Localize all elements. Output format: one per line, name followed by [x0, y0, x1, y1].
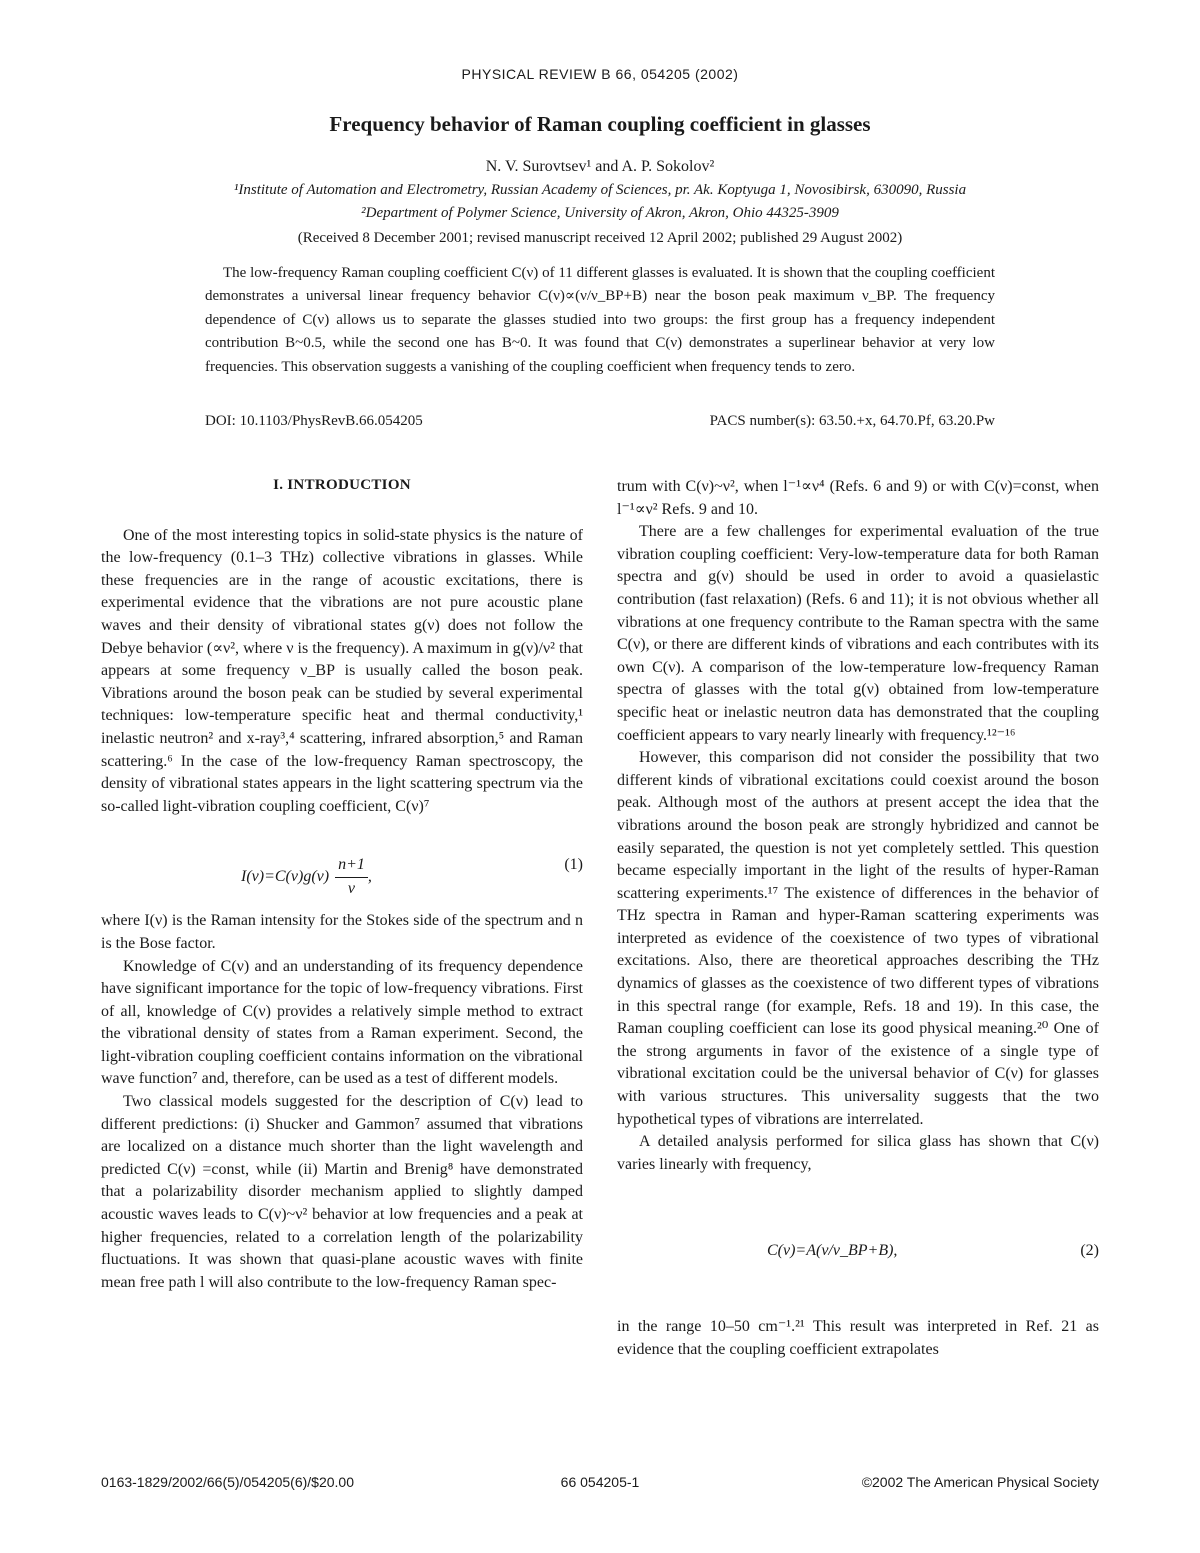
received-dates: (Received 8 December 2001; revised manuscript received 12 April 2002; published 29 August 2002) — [297, 230, 903, 246]
section-heading: I. INTRODUCTION — [273, 477, 411, 493]
abstract-text: The low-frequency Raman coupling coefficient C(ν) of 11 different glasses is evaluated. It is shown that the coupling coefficient demonstrates a universal linear frequency behavior C(ν)∝(ν/ν_BP+B) near the boson peak maximum ν_BP. The frequency dependence of C(ν) allows us to separate the glasses studied into two groups: the first group has a frequency independent contribution B~0.5, while the second one has B~0. It was found that C(ν) demonstrates a superlinear behavior at very low frequencies. This observation suggests a vanishing of the coupling coefficient when frequency tends to zero. — [205, 265, 995, 375]
footer-copyright: ©2002 The American Physical Society — [861, 1474, 1099, 1490]
paragraph: There are a few challenges for experimental evaluation of the true vibration coupling coefficient: Very-low-temperature data for both Raman spectra and g(ν) should be used in order to avoid a quasielastic contribution (fast relaxation) (Refs. 6 and 11); it is not obvious whether all vibrations at one frequency contribute to the Raman spectra with the same C(ν), or there are different kinds of vibrations and each contributes with its own C(ν). A comparison of the low-temperature low-frequency Raman spectra of glasses with the total g(ν) obtained from low-temperature specific heat or inelastic neutron data has demonstrated that the coupling coefficient appears to vary nearly linearly with frequency.¹²⁻¹⁶ — [617, 523, 1099, 744]
affiliation-1: ¹Institute of Automation and Electrometry, Russian Academy of Sciences, pr. Ak. Koptyuga 1, Novosibirsk, 630090, Russia — [233, 182, 967, 198]
equation-1-number: (1) — [564, 856, 583, 874]
equation-1-tail: , — [367, 868, 372, 886]
paragraph: A detailed analysis performed for silica glass has shown that C(ν) varies linearly with frequency, — [617, 1133, 1099, 1173]
left-column — [101, 470, 583, 1294]
paragraph: However, this comparison did not consider the possibility that two different kinds of vibrational excitations could coexist around the boson peak. Although most of the authors at present accept the idea that the vibrations around the boson peak are strongly hybridized and cannot be easily separated, the question is not yet completely settled. This question became especially important in the light of the results of hyper-Raman scattering experiments.¹⁷ The existence of differences in the behavior of THz spectra in Raman and hyper-Raman scattering experiments was interpreted as evidence of the coexistence of two types of vibrational excitations. Also, there are theoretical approaches describing the THz dynamics of glasses as the coexistence of two different types of vibrations in this spectral range (for example, Refs. 18 and 19). In this case, the Raman coupling coefficient can lose its good physical meaning.²⁰ One of the strong arguments in favor of the existence of a single type of vibrational excitation could be the universal behavior of C(ν) for glasses with various structures. This universality suggests that the two hypothetical types of vibrations are interrelated. — [617, 749, 1099, 1128]
footer-issn: 0163-1829/2002/66(5)/054205(6)/$20.00 — [101, 1474, 354, 1490]
paragraph: where I(ν) is the Raman intensity for the Stokes side of the spectrum and n is the Bose factor. — [101, 912, 583, 952]
paragraph: Two classical models suggested for the description of C(ν) lead to different predictions: (i) Shucker and Gammon⁷ assumed that vibrations are localized on a distance much shorter than the light wavelength and predicted C(ν) =const, while (ii) Martin and Brenig⁸ have demonstrated that a polarizability disorder mechanism applied to slightly damped acoustic waves leads to C(ν)~ν² behavior at low frequencies and a peak at higher frequencies, related to a correlation length of the polarizability fluctuations. It was shown that quasi-plane acoustic waves with finite mean free path l will also contribute to the low-frequency Raman spec- — [101, 1093, 583, 1291]
fraction-numerator: n+1 — [335, 854, 368, 878]
paper-title: Frequency behavior of Raman coupling coefficient in glasses — [329, 112, 871, 136]
journal-header: PHYSICAL REVIEW B 66, 054205 (2002) — [461, 66, 739, 82]
paragraph: in the range 10–50 cm⁻¹.²¹ This result was interpreted in Ref. 21 as evidence that the coupling coefficient extrapolates — [617, 1318, 1099, 1358]
paragraph: trum with C(ν)~ν², when l⁻¹∝ν⁴ (Refs. 6 and 9) or with C(ν)=const, when l⁻¹∝ν² Refs. 9 and 10. — [617, 478, 1099, 518]
footer-page-number: 66 054205-1 — [560, 1474, 640, 1490]
equation-1 — [101, 832, 583, 897]
equation-1-fraction — [335, 854, 368, 900]
author-list: N. V. Surovtsev¹ and A. P. Sokolov² — [485, 158, 715, 175]
equation-2-body: C(ν)=A(ν/ν_BP+B), — [767, 1242, 898, 1260]
doi-link[interactable]: DOI: 10.1103/PhysRevB.66.054205 — [205, 413, 423, 429]
paragraph: Knowledge of C(ν) and an understanding of its frequency dependence have significant importance for the topic of low-frequency vibrations. First of all, knowledge of C(ν) provides a relatively simple method to extract the vibrational density of states from a Raman experiment. Second, the light-vibration coupling coefficient contains information on the vibrational wave function⁷ and, therefore, can be used as a test of different models. — [101, 957, 583, 1088]
paragraph: One of the most interesting topics in solid-state physics is the nature of the low-frequency (0.1–3 THz) collective vibrations in glasses. While these frequencies are in the range of acoustic excitations, there is experimental evidence that the vibrations are not pure acoustic plane waves and their density of vibrational states g(ν) does not follow the Debye behavior (∝ν², where ν is the frequency). A maximum in g(ν)/ν² that appears at some frequency ν_BP is usually called the boson peak. Vibrations around the boson peak can be studied by several experimental techniques: low-temperature specific heat and thermal conductivity,¹ inelastic neutron² and x-ray³,⁴ scattering, infrared absorption,⁵ and Raman scattering.⁶ In the case of the low-frequency Raman spectroscopy, the density of vibrational states appears in the light scattering spectrum via the so-called light-vibration coupling coefficient, C(ν)⁷ — [101, 526, 583, 815]
equation-1-lhs: I(ν)=C(ν)g(ν) — [241, 868, 330, 886]
right-column — [617, 476, 1099, 1362]
equation-2 — [617, 1206, 1099, 1296]
abstract — [205, 262, 995, 379]
equation-1-body — [241, 854, 372, 900]
equation-2-number: (2) — [1080, 1242, 1099, 1260]
pacs-numbers: PACS number(s): 63.50.+x, 64.70.Pf, 63.20.Pw — [709, 413, 995, 429]
affiliation-2: ²Department of Polymer Science, University of Akron, Akron, Ohio 44325-3909 — [361, 205, 839, 221]
fraction-denominator: ν — [347, 879, 356, 897]
